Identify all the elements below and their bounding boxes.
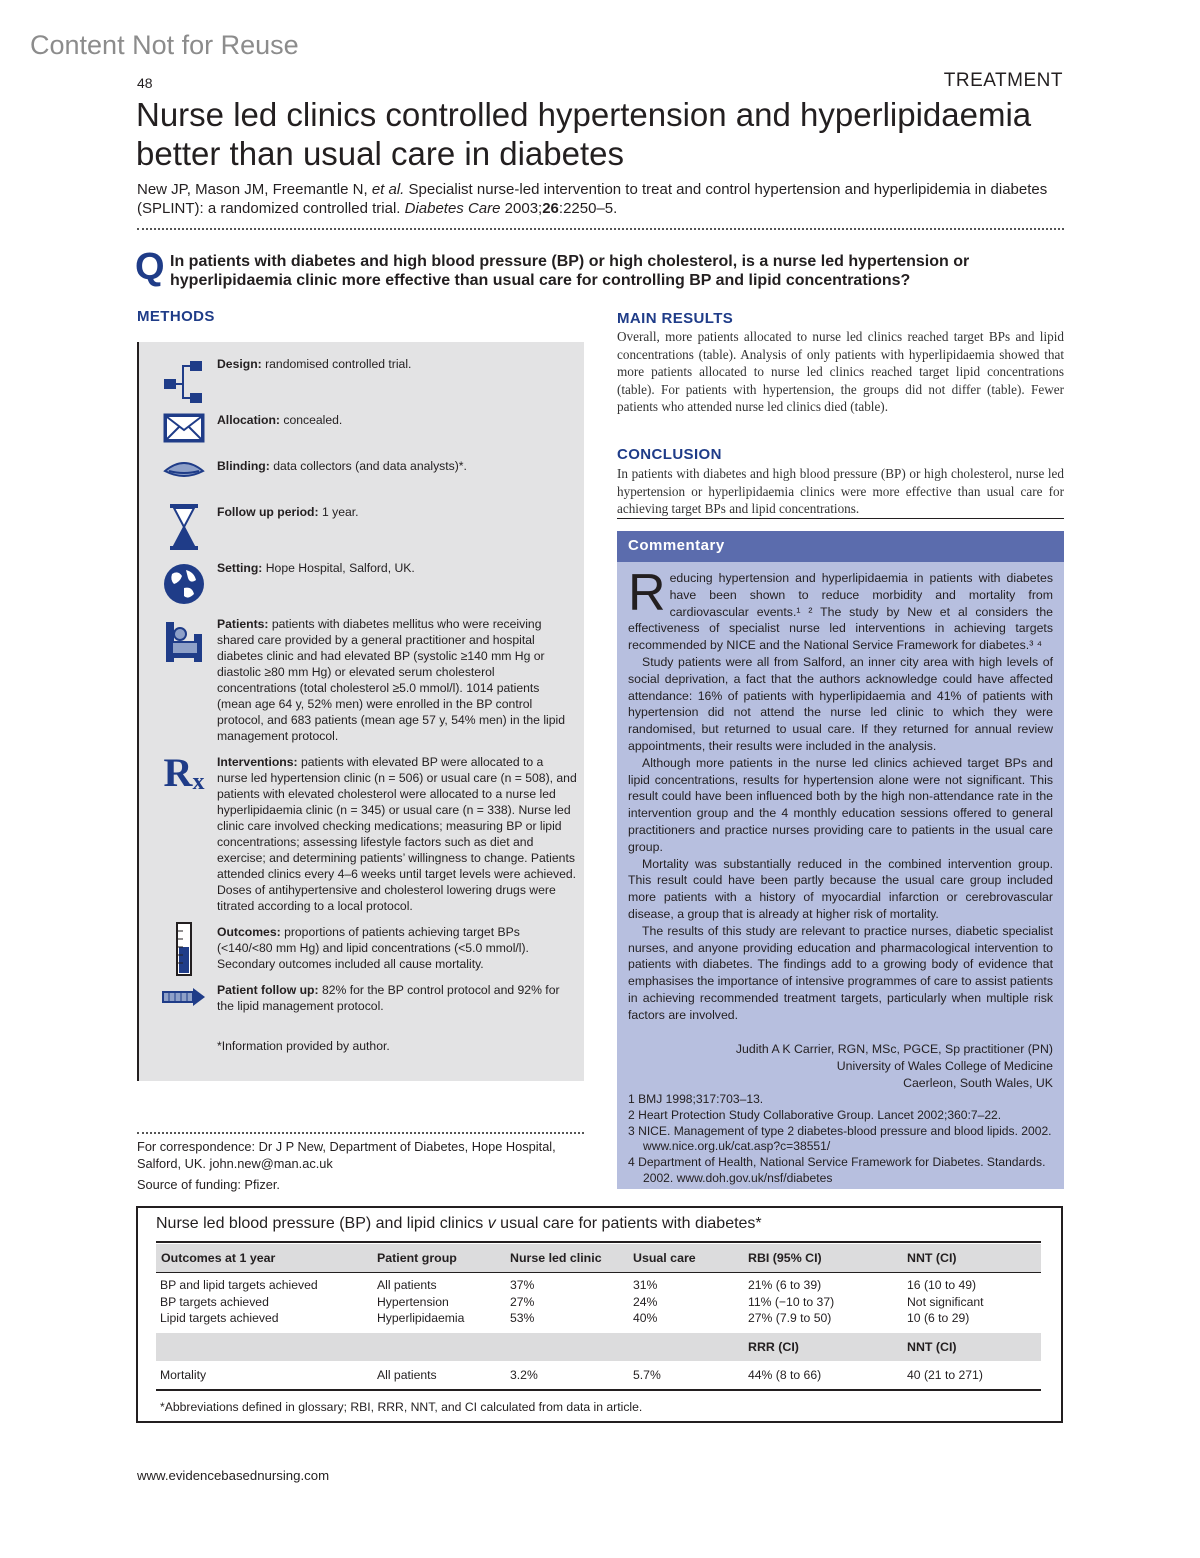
commentary-paragraph: The results of this study are relevant to practice nurses, diabetic specialist nurses, and anyone providing education and pharmacological intervention to patients with diabetes. The findings add to a growing body of evidence that emphasises the importance of intensive programmes of care to assist patients in achieving recommended treatment targets, particularly when multiple risk factors are involved.: [628, 923, 1053, 1022]
methods-interventions: Interventions: patients with elevated BP were allocated to a nurse led hypertension clinic (n = 506) or usual care (n = 508), and patients with elevated cholesterol were allocated to a nurse led hyperlipidaemia clinic (n = 345) or usual care (n = 338). Nurse led clinic care involved checking medications; measuring BP or lipid concentrations; assessing lifestyle factors such as diet and exercise; and determining patients’ willingness to change. Patients attended clinics every 4–6 weeks until target levels were achieved. Doses of antihypertensive and cholesterol lowering drugs were titrated according to a local protocol.: [217, 755, 577, 913]
commentary-text: [628, 564, 1053, 1024]
table-rule: [156, 1272, 1041, 1273]
closed-eye-icon: [161, 454, 207, 486]
commentator-name: Judith A K Carrier, RGN, MSc, PGCE, Sp practitioner (PN): [735, 1042, 1053, 1056]
commentary-signature: [628, 1041, 1053, 1091]
citation-year: 2003;: [504, 200, 543, 217]
page-number: 48: [137, 75, 153, 91]
citation-etal: et al.: [371, 181, 405, 198]
methods-patients: Patients: patients with diabetes mellitus who were receiving shared care provided by a general practitioner and hospital diabetes clinic and had elevated BP (systolic ≥140 mm Hg or diastolic ≥80 mm Hg) or elevated serum cholesterol concentrations (total cholesterol ≥5.0 mmol/l). 1014 patients (mean age 64 y, 52% men) were enrolled in the BP control protocol, and 683 patients (mean age 57 y, 54% men) in the lipid management protocol.: [217, 617, 566, 743]
citation-authors: New JP, Mason JM, Freemantle N,: [137, 181, 368, 198]
reference-item: 2 Heart Protection Study Collaborative Group. Lancet 2002;360:7–22.: [628, 1107, 1002, 1122]
table-header-cell: Patient group: [377, 1251, 457, 1265]
correspondence: For correspondence: Dr J P New, Department of Diabetes, Hope Hospital, Salford, UK. john.new@man.ac.uk: [137, 1139, 556, 1171]
measuring-tube-icon: [161, 920, 207, 978]
table-header-cell: Outcomes at 1 year: [161, 1251, 276, 1265]
citation: [137, 180, 1067, 218]
arrow-right-icon: [161, 984, 207, 1010]
divider: [617, 518, 1064, 519]
citation-pages: :2250–5.: [558, 200, 618, 217]
citation-journal: Diabetes Care: [404, 200, 501, 217]
methods-followup-period: Follow up period: 1 year.: [217, 505, 359, 519]
methods-heading: METHODS: [137, 308, 215, 325]
flowchart-icon: [161, 356, 207, 408]
table-header-cell: Nurse led clinic: [510, 1251, 602, 1265]
commentary-heading: Commentary: [617, 531, 1064, 562]
prescription-icon: R x: [163, 749, 205, 795]
envelope-icon: [161, 410, 207, 446]
table-header-cell: NNT (CI): [907, 1251, 957, 1265]
hourglass-icon: [161, 502, 207, 552]
question-mark: Q: [135, 246, 165, 288]
reference-item: 1 BMJ 1998;317:703–13.: [628, 1092, 764, 1106]
article-title: Nurse led clinics controlled hypertension and hyperlipidaemia better than usual care in diabetes: [136, 96, 1032, 172]
methods-design: Design: randomised controlled trial.: [217, 357, 412, 371]
drop-cap: R: [628, 564, 666, 622]
commentator-institution: University of Wales College of Medicine: [836, 1058, 1053, 1073]
conclusion-text: In patients with diabetes and high blood pressure (BP) or high cholesterol, nurse led hypertension or hyperlipidaemia clinics were more effective than usual care for achieving target BPs and lipid concentrations.: [617, 466, 1064, 517]
methods-blinding: Blinding: data collectors (and data analysts)*.: [217, 459, 467, 473]
hospital-bed-icon: [161, 614, 207, 670]
methods-allocation: Allocation: concealed.: [217, 413, 343, 427]
dotted-divider: [137, 228, 1064, 230]
citation-volume: 26: [542, 200, 559, 217]
citation-article: Specialist nurse-led intervention to treat and control hypertension and hyperlipidemia in diabetes (SPLINT): a randomized controlled trial.: [137, 181, 1048, 217]
reference-item: 4 Department of Health, National Service Framework for Diabetes. Standards. 2002. www.doh.gov.uk/nsf/diabetes: [628, 1155, 1046, 1185]
commentary-paragraph: Mortality was substantially reduced in the combined intervention group. This result could have been partly because the usual care group included more patients with a history of myocardial infarction or cerebrovascular disease, a group that is already at higher risk of mortality.: [628, 856, 1053, 921]
section-label: TREATMENT: [943, 70, 1063, 91]
funding-source: Source of funding: Pfizer.: [137, 1177, 280, 1192]
table-rule: [156, 1389, 1041, 1391]
commentator-location: Caerleon, South Wales, UK: [903, 1075, 1053, 1090]
methods-setting: Setting: Hope Hospital, Salford, UK.: [217, 561, 415, 575]
table-rule: [156, 1241, 1041, 1243]
table-footnote: *Abbreviations defined in glossary; RBI, RRR, NNT, and CI calculated from data in article.: [160, 1400, 643, 1414]
methods-footnote: *Information provided by author.: [217, 1039, 390, 1053]
commentary-paragraph: Reducing hypertension and hyperlipidaemia in patients with diabetes have been shown to reduce morbidity and mortality from cardiovascular events.¹ ² The study by New et al considers the effectiveness of specialist nurse led interventions in achieving targets recommended by NICE and the National Service Framework for diabetes.³ ⁴: [628, 564, 1053, 653]
table-header-cell: RBI (95% CI): [748, 1251, 822, 1265]
table-title: Nurse led blood pressure (BP) and lipid clinics v usual care for patients with diabetes*: [156, 1215, 762, 1232]
references: [628, 1092, 1053, 1187]
methods-patient-followup: Patient follow up: 82% for the BP control protocol and 92% for the lipid management protocol.: [217, 983, 560, 1013]
watermark: Content Not for Reuse: [30, 30, 299, 60]
conclusion-heading: CONCLUSION: [617, 446, 722, 463]
table-header-cell: NNT (CI): [907, 1340, 957, 1354]
commentary-paragraph: Study patients were all from Salford, an inner city area with high levels of social deprivation, a fact that the authors acknowledge could have affected attendance: 16% of patients with hyperlipidaemia and 41% of patients with hypertension did not attend the nurse led clinic to which they were randomised, but returned to usual care. If they returned for annual review appointments, their results were included in the analysis.: [628, 654, 1053, 753]
reference-item: 3 NICE. Management of type 2 diabetes-blood pressure and blood lipids. 2002. www.nice.org.uk/cat.asp?c=38551/: [628, 1123, 1052, 1154]
globe-icon: [161, 560, 207, 608]
table-header-cell: Usual care: [633, 1251, 696, 1265]
clinical-question: In patients with diabetes and high blood pressure (BP) or high cholesterol, is a nurse led hypertension or hyperlipidaemia clinic more effective than usual care for controlling BP and lipid concentrations?: [170, 253, 970, 289]
main-results-heading: MAIN RESULTS: [617, 310, 734, 327]
footer-url[interactable]: www.evidencebasednursing.com: [137, 1468, 330, 1483]
methods-box: [137, 342, 584, 1081]
main-results-text: Overall, more patients allocated to nurse led clinics reached target BPs and lipid concentrations (table). Analysis of only patients with hyperlipidaemia showed that more patients allocated to nurse led clinics reached target lipid concentrations (table). For patients with hypertension, the groups did not differ (table). Fewer patients who attended nurse led clinics died (table).: [617, 329, 1064, 415]
methods-outcomes: Outcomes: proportions of patients achieving target BPs (<140/<80 mm Hg) and lipid concentrations (<5.0 mmol/l). Secondary outcomes included all cause mortality.: [217, 925, 529, 971]
table-header-cell: RRR (CI): [748, 1340, 799, 1354]
commentary-paragraph: Although more patients in the nurse led clinics achieved target BPs and lipid concentrations, results for hypertension alone were not significant. This result could have been influenced both by the high non-attendance rate in the intervention group and the 4 monthly education sessions offered to general practitioners and practice nurses providing care to patients in the usual care group.: [628, 755, 1053, 854]
dotted-divider: [137, 1132, 584, 1134]
